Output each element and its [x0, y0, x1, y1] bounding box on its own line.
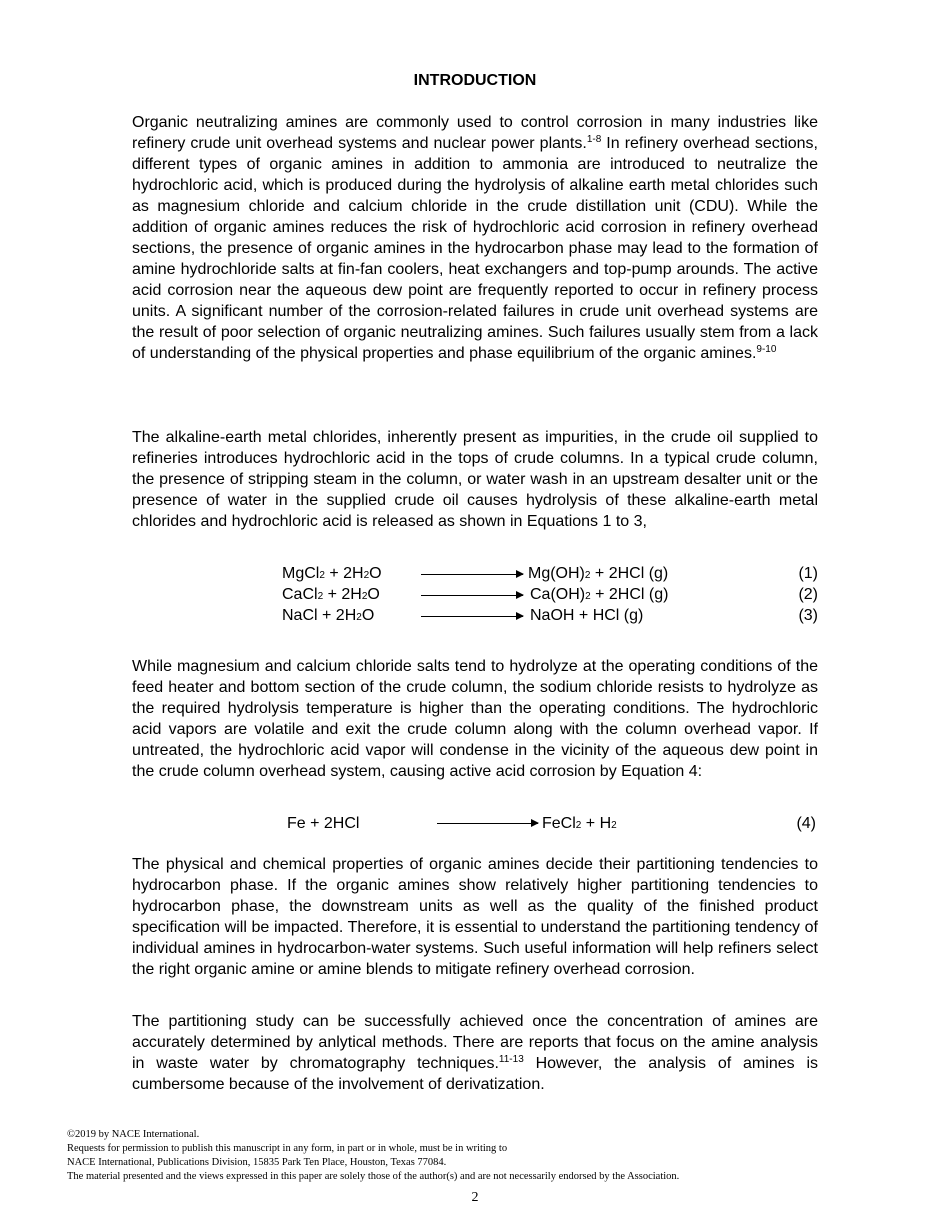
- equation-2-number: (2): [798, 586, 818, 603]
- reaction-arrow-3: [421, 616, 523, 617]
- footer-address-line: NACE International, Publications Division, 15835 Park Ten Place, Houston, Texas 77084.: [67, 1157, 447, 1168]
- footer-copyright-line: ©2019 by NACE International.: [67, 1129, 200, 1140]
- equation-4-number: (4): [796, 815, 816, 832]
- equation-2-products: Ca(OH)2 + 2HCl (g): [530, 586, 669, 603]
- equation-1-reactants: MgCl2 + 2H2O: [282, 565, 382, 582]
- section-heading: INTRODUCTION: [413, 72, 537, 89]
- footer-permission-line: Requests for permission to publish this manuscript in any form, in part or in whole, must be in writing to: [67, 1143, 508, 1154]
- paragraph-4: The physical and chemical properties of organic amines decide their partitioning tendencies to hydrocarbon phase. If the organic amines show relatively higher partitioning tendencies to hydrocarbon phase, the downstream units as well as the quality of the finished product specification will be impacted. Therefore, it is essential to understand the partitioning tendency of individual amines in hydrocarbon-water systems. Such useful information will help refiners select the right organic amine or amine blends to mitigate refinery overhead corrosion.: [132, 856, 818, 978]
- citation-1-8: 1-8: [586, 134, 602, 145]
- paragraph-1-text-a: Organic neutralizing amines are commonly used to control corrosion in many industries like refinery crude unit overhead systems and nuclear power plants.: [132, 114, 818, 152]
- citation-11-13: 11-13: [498, 1054, 524, 1065]
- citation-9-10: 9-10: [756, 344, 777, 355]
- paragraph-1-text-b: In refinery overhead sections, different types of organic amines in addition to ammonia are introduced to neutralize the hydrochloric acid, which is produced during the hydrolysis of alkaline earth metal chlorides such as magnesium chloride and calcium chloride in the crude distillation unit (CDU). While the addition of organic amines reduces the risk of hydrochloric acid corrosion in refinery overhead sections, the presence of organic amines in the hydrocarbon phase may lead to the formation of amine hydrochloride salts at fin-fan coolers, heat exchangers and top-pump arounds. The active acid corrosion near the aqueous dew point are frequently reported to occur in refinery process units. A significant number of the corrosion-related failures in crude unit overhead systems are the result of poor selection of organic neutralizing amines. Such failures usually stem from a lack of understanding of the physical properties and phase equilibrium of the organic amines.: [132, 135, 818, 362]
- equation-4-products: FeCl2 + H2: [542, 815, 617, 832]
- paragraph-5-text-a: The partitioning study can be successfully achieved once the concentration of amines are accurately determined by anlytical methods. There are reports that focus on the amine analysis in waste water by chromatography techniques.: [132, 1013, 818, 1072]
- copyright-footer: [67, 1128, 887, 1184]
- page-number: 2: [471, 1190, 479, 1205]
- equation-4-reactants: Fe + 2HCl: [287, 815, 360, 832]
- paragraph-1: [132, 112, 818, 364]
- paragraph-5: [132, 1011, 818, 1095]
- reaction-arrow-2: [421, 595, 523, 596]
- equation-3-reactants: NaCl + 2H2O: [282, 607, 375, 624]
- paragraph-2: The alkaline-earth metal chlorides, inherently present as impurities, in the crude oil supplied to refineries introduces hydrochloric acid in the tops of crude columns. In a typical crude column, the presence of stripping steam in the column, or water wash in an upstream desalter unit or the presence of water in the supplied crude oil causes hydrolysis of these alkaline-earth metal chlorides and hydrochloric acid is released as shown in Equations 1 to 3,: [132, 429, 818, 530]
- equation-1-products: Mg(OH)2 + 2HCl (g): [528, 565, 669, 582]
- equation-1-number: (1): [798, 565, 818, 582]
- reaction-arrow-4: [437, 823, 538, 824]
- paragraph-5-text-b: However, the analysis of amines is cumbersome because of the involvement of derivatization.: [132, 1055, 819, 1093]
- reaction-arrow-1: [421, 574, 523, 575]
- equation-2-reactants: CaCl2 + 2H2O: [282, 586, 380, 603]
- equation-3-products: NaOH + HCl (g): [530, 607, 644, 624]
- equation-3-number: (3): [798, 607, 818, 624]
- footer-disclaimer-line: The material presented and the views expressed in this paper are solely those of the author(s) and are not necessarily endorsed by the Association.: [67, 1171, 680, 1182]
- paragraph-3: While magnesium and calcium chloride salts tend to hydrolyze at the operating conditions of the feed heater and bottom section of the crude column, the sodium chloride resists to hydrolyze as the required hydrolysis temperature is higher than the operating conditions. The hydrochloric acid vapors are volatile and exit the crude column along with the column overhead vapor. If untreated, the hydrochloric acid vapor will condense in the vicinity of the aqueous dew point in the crude column overhead system, causing active acid corrosion by Equation 4:: [132, 658, 818, 780]
